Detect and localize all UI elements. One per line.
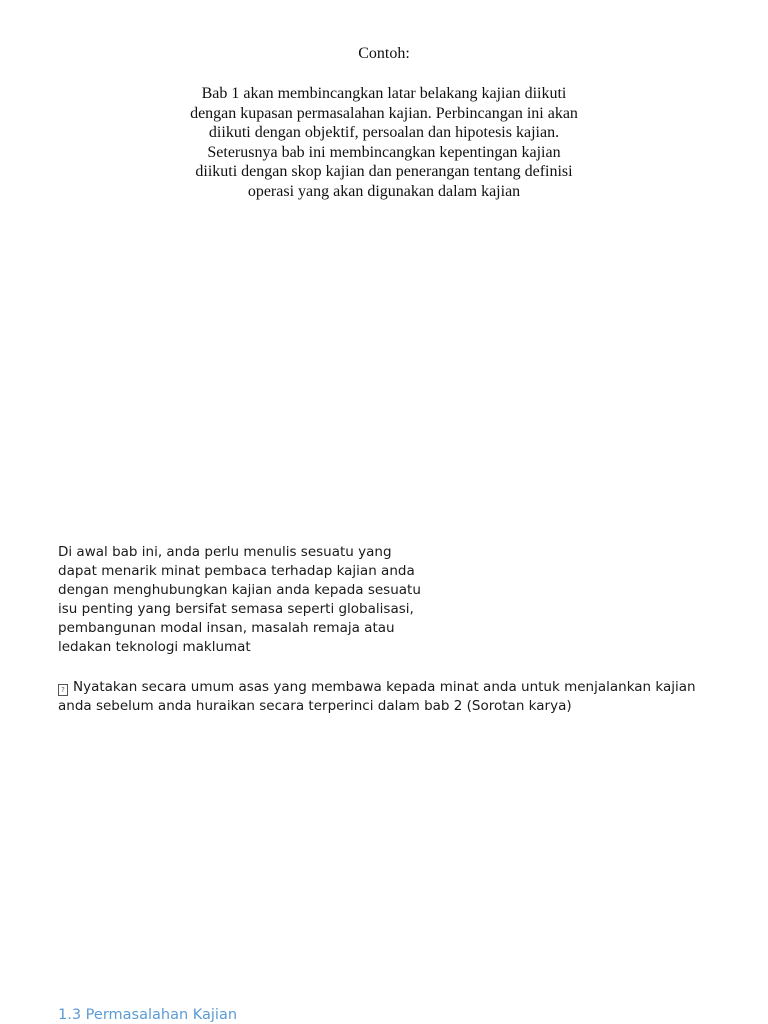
example-line: dengan kupasan permasalahan kajian. Perbincangan ini akan bbox=[190, 104, 578, 122]
example-line: operasi yang akan digunakan dalam kajian bbox=[247, 182, 521, 200]
example-label-text: Contoh: bbox=[358, 45, 410, 62]
example-line: Bab 1 akan membincangkan latar belakang kajian diikuti bbox=[201, 85, 567, 102]
intro-line: isu penting yang bersifat semasa seperti globalisasi, bbox=[58, 601, 414, 617]
intro-line: dengan menghubungkan kajian anda kepada sesuatu bbox=[58, 582, 421, 598]
note-line: anda sebelum anda huraikan secara terperinci dalam bab 2 (Sorotan karya) bbox=[58, 698, 572, 714]
intro-line: pembangunan modal insan, masalah remaja atau bbox=[58, 620, 395, 636]
example-line: Seterusnya bab ini membincangkan kepentingan kajian bbox=[207, 143, 561, 161]
example-label bbox=[0, 44, 768, 64]
example-line: diikuti dengan skop kajian dan penerangan tentang definisi bbox=[195, 163, 573, 180]
example-paragraph bbox=[0, 84, 768, 201]
section-heading: 1.3 Permasalahan Kajian bbox=[58, 1007, 238, 1023]
note-paragraph bbox=[58, 678, 696, 716]
example-line: diikuti dengan objektif, persoalan dan hipotesis kajian. bbox=[208, 124, 560, 141]
missing-glyph-icon: ? bbox=[58, 684, 68, 696]
note-line-text: Nyatakan secara umum asas yang membawa kepada minat anda untuk menjalankan kajian bbox=[73, 679, 696, 695]
intro-line: dapat menarik minat pembaca terhadap kajian anda bbox=[58, 563, 415, 579]
note-line bbox=[58, 678, 696, 697]
intro-line: Di awal bab ini, anda perlu menulis sesuatu yang bbox=[58, 544, 392, 560]
intro-line: ledakan teknologi maklumat bbox=[58, 639, 251, 655]
intro-paragraph bbox=[58, 543, 421, 657]
